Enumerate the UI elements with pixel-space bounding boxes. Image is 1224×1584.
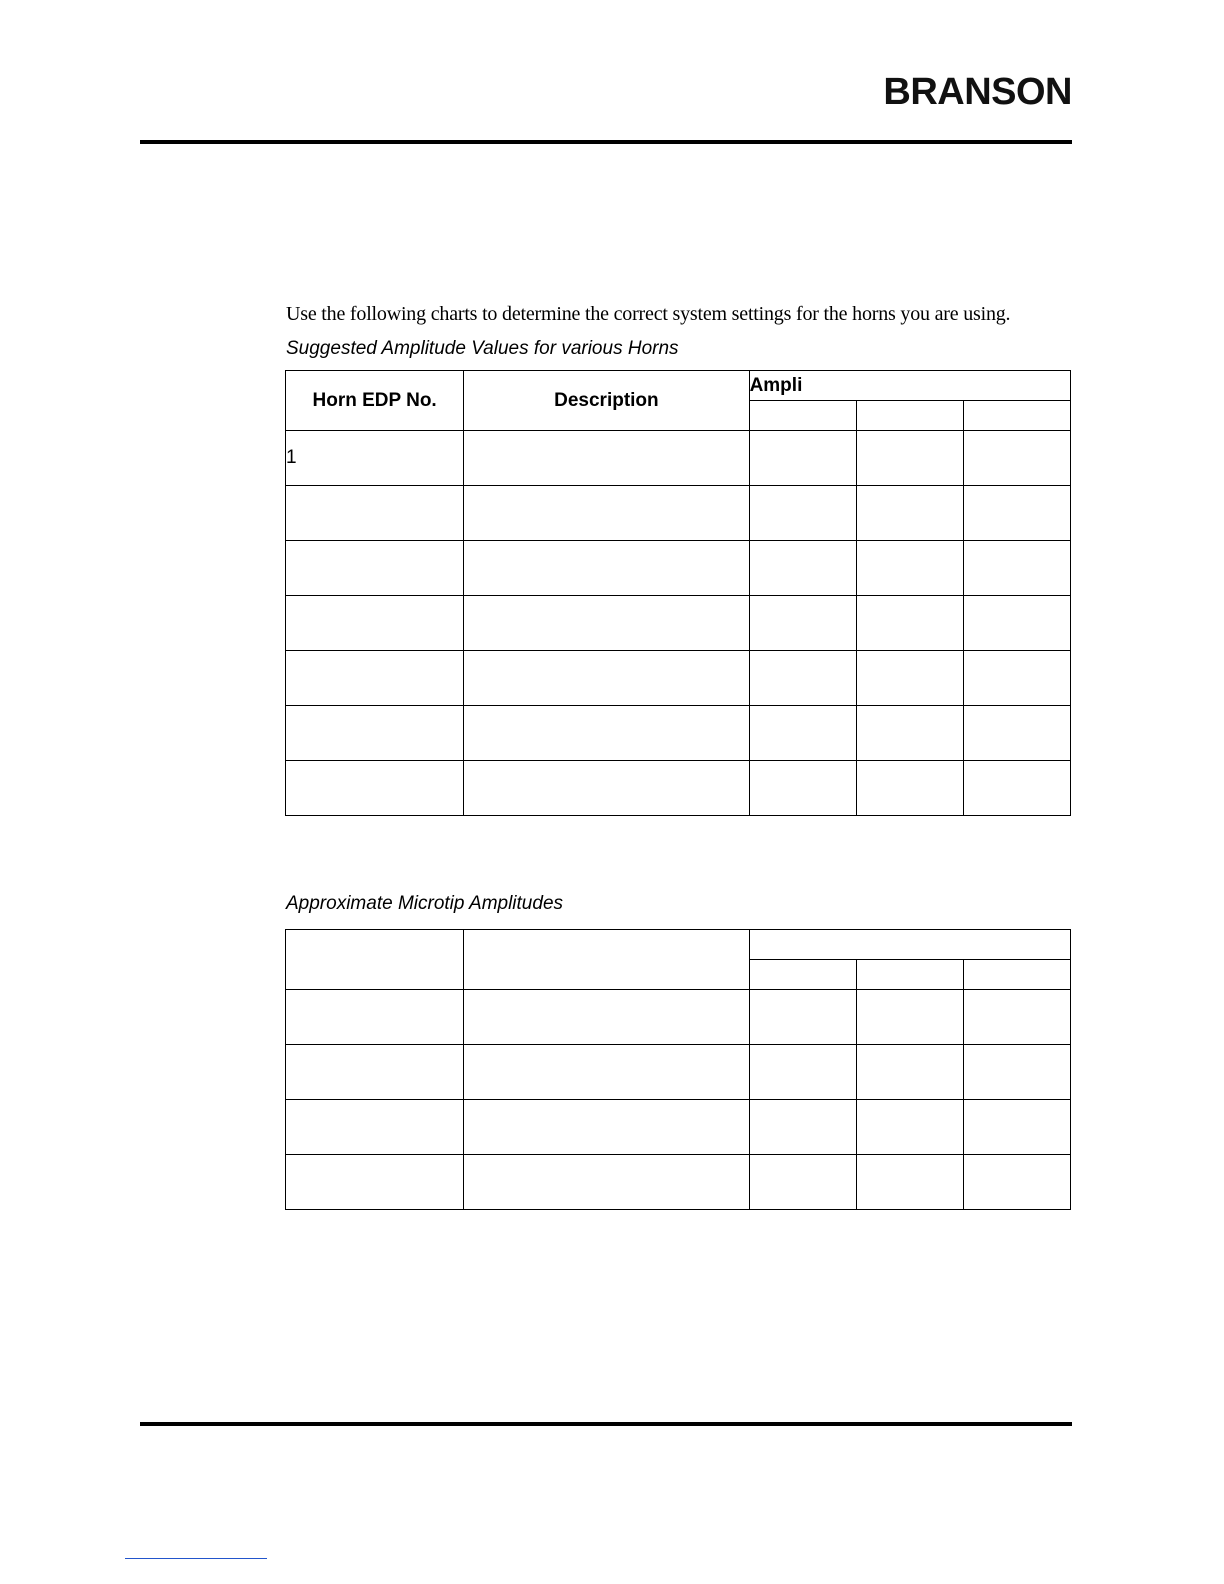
table-cell xyxy=(856,431,963,486)
table-one-row xyxy=(286,486,1071,541)
table-cell xyxy=(963,1155,1070,1210)
table-cell xyxy=(856,761,963,816)
table-cell xyxy=(286,541,464,596)
table-cell xyxy=(464,761,749,816)
table-cell xyxy=(286,651,464,706)
table-cell xyxy=(286,761,464,816)
table-one-row xyxy=(286,596,1071,651)
table-cell xyxy=(749,1155,856,1210)
table-cell xyxy=(286,1155,464,1210)
header-amplitude: Ampli xyxy=(749,371,1070,401)
branson-logo: BRANSON xyxy=(883,71,1072,113)
table-cell xyxy=(464,431,749,486)
table-cell xyxy=(963,431,1070,486)
table-cell xyxy=(749,431,856,486)
table-one-row xyxy=(286,706,1071,761)
table-cell xyxy=(749,651,856,706)
table-two-caption: Approximate Microtip Amplitudes xyxy=(286,893,564,914)
table-cell xyxy=(464,486,749,541)
microtip-amplitude-table xyxy=(285,929,1071,1210)
table-cell xyxy=(464,1100,749,1155)
table-cell xyxy=(856,596,963,651)
table-cell xyxy=(464,541,749,596)
table-cell xyxy=(286,706,464,761)
table-two-row xyxy=(286,990,1071,1045)
table-cell xyxy=(749,596,856,651)
header-amplitude-sub-2 xyxy=(856,960,963,990)
footer-rule xyxy=(140,1422,1072,1426)
header-amplitude xyxy=(749,930,1070,960)
table-cell xyxy=(286,1100,464,1155)
suggested-amplitude-table xyxy=(285,370,1071,816)
table-cell xyxy=(856,1155,963,1210)
table-cell xyxy=(749,1045,856,1100)
table-cell xyxy=(856,651,963,706)
header-amplitude-sub-3 xyxy=(963,401,1070,431)
table-one-caption: Suggested Amplitude Values for various Horns xyxy=(286,338,679,359)
table-cell xyxy=(963,541,1070,596)
header-horn-edp: Horn EDP No. xyxy=(286,371,464,431)
table-one-row xyxy=(286,431,1071,486)
table-two-row xyxy=(286,1155,1071,1210)
table-cell xyxy=(464,651,749,706)
intro-paragraph: Use the following charts to determine the correct system settings for the horns you are using. xyxy=(286,303,1011,325)
table-cell xyxy=(963,990,1070,1045)
table-cell xyxy=(749,706,856,761)
table-cell xyxy=(963,486,1070,541)
header-horn-edp xyxy=(286,930,464,990)
header-description: Description xyxy=(464,371,749,431)
table-cell xyxy=(963,1045,1070,1100)
table-cell xyxy=(963,706,1070,761)
footer-link-underline xyxy=(125,1558,267,1559)
table-cell xyxy=(856,706,963,761)
table-cell xyxy=(286,596,464,651)
table-one-row xyxy=(286,761,1071,816)
table-cell xyxy=(963,651,1070,706)
table-cell xyxy=(856,1045,963,1100)
table-cell xyxy=(963,596,1070,651)
table-cell xyxy=(856,990,963,1045)
header-amplitude-sub-1 xyxy=(749,401,856,431)
table-cell xyxy=(749,541,856,596)
table-cell xyxy=(856,486,963,541)
table-cell xyxy=(464,990,749,1045)
table-cell xyxy=(749,990,856,1045)
table-cell: 1 xyxy=(286,431,464,486)
table-two-row xyxy=(286,1100,1071,1155)
table-cell xyxy=(749,761,856,816)
table-cell xyxy=(749,1100,856,1155)
table-cell xyxy=(464,1045,749,1100)
header-amplitude-sub-1 xyxy=(749,960,856,990)
table-cell xyxy=(856,541,963,596)
header-amplitude-sub-3 xyxy=(963,960,1070,990)
header-amplitude-sub-2 xyxy=(856,401,963,431)
table-cell xyxy=(286,486,464,541)
table-two-row xyxy=(286,1045,1071,1100)
table-cell xyxy=(749,486,856,541)
table-cell xyxy=(464,1155,749,1210)
table-cell xyxy=(963,1100,1070,1155)
header-rule xyxy=(140,140,1072,144)
table-one-row xyxy=(286,541,1071,596)
table-cell xyxy=(464,596,749,651)
table-cell xyxy=(963,761,1070,816)
header-description xyxy=(464,930,749,990)
table-cell xyxy=(286,1045,464,1100)
table-cell xyxy=(464,706,749,761)
table-one-row xyxy=(286,651,1071,706)
table-cell xyxy=(856,1100,963,1155)
table-cell xyxy=(286,990,464,1045)
